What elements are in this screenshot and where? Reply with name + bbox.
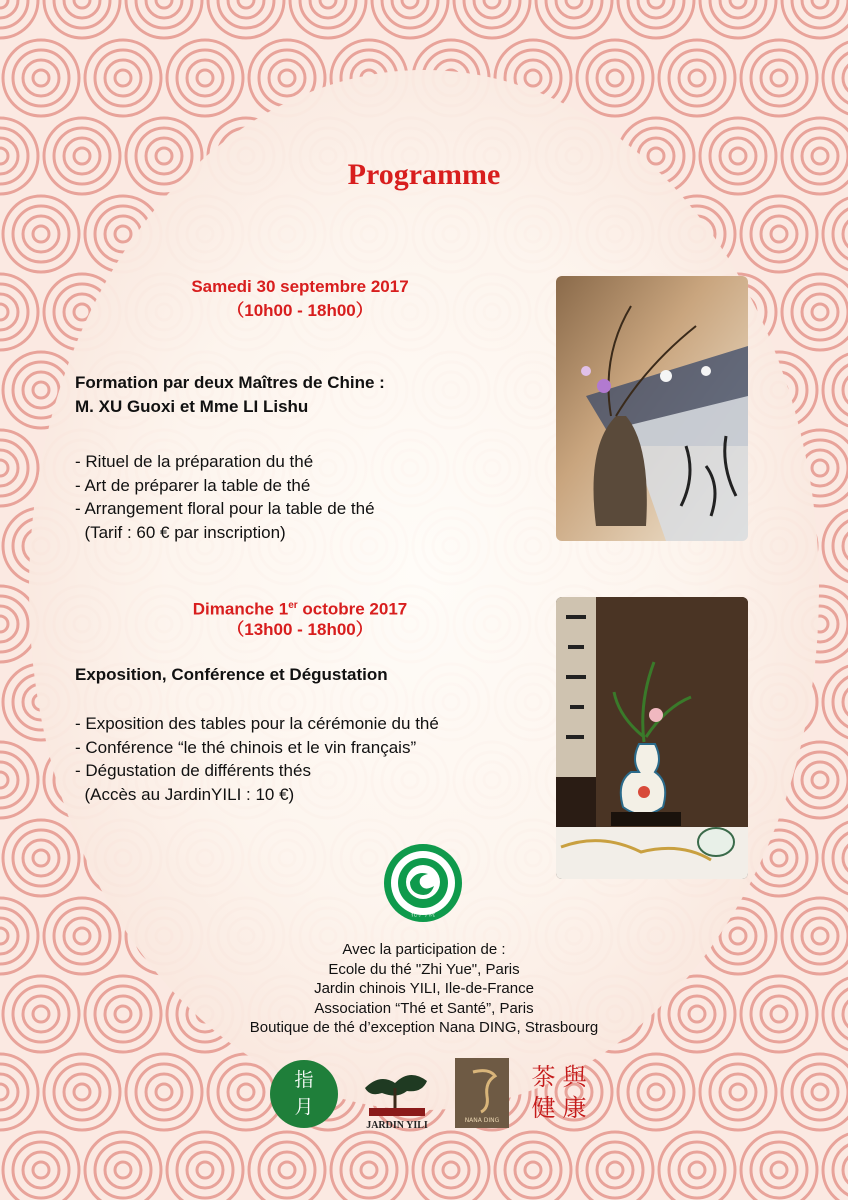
day2-date-sup: er bbox=[288, 600, 298, 611]
day2-date-prefix: Dimanche 1 bbox=[192, 599, 289, 619]
svg-text:孔子学院: 孔子学院 bbox=[410, 911, 436, 918]
credits-line: Association “Thé et Santé”, Paris bbox=[314, 999, 534, 1017]
list-item: - Exposition des tables pour la cérémonie du thé bbox=[75, 714, 439, 733]
page-title: Programme bbox=[347, 158, 501, 191]
seal-char: 與 bbox=[562, 1063, 587, 1091]
credits-block bbox=[0, 940, 848, 1038]
nana-ding-logo bbox=[455, 1058, 509, 1128]
credits-line: Avec la participation de : bbox=[342, 941, 506, 958]
zhi-yue-logo bbox=[270, 1060, 338, 1128]
the-et-sante-seal bbox=[528, 1062, 590, 1124]
seal-char: 茶 bbox=[531, 1063, 556, 1091]
jardin-yili-text: JARDIN YILI bbox=[366, 1120, 428, 1130]
list-item: - Arrangement floral pour la table de thé bbox=[75, 499, 375, 518]
zhi-yue-char: 月 bbox=[294, 1096, 314, 1118]
seal-char: 康 bbox=[562, 1094, 587, 1122]
day2-date bbox=[75, 595, 525, 621]
day1-heading-line: M. XU Guoxi et Mme LI Lishu bbox=[75, 397, 309, 416]
vase-arrangement-photo bbox=[556, 597, 748, 879]
tea-table-photo bbox=[556, 276, 748, 541]
day1-date: Samedi 30 septembre 2017 bbox=[191, 277, 409, 296]
list-item: - Art de préparer la table de thé bbox=[75, 475, 311, 495]
day2-activity-list bbox=[75, 712, 439, 806]
day2-hours: （13h00 - 18h00） bbox=[227, 620, 373, 639]
day2-heading: Exposition, Conférence et Dégustation bbox=[75, 665, 388, 684]
credits-line: Ecole du thé "Zhi Yue", Paris bbox=[328, 960, 520, 978]
day1-heading-line: Formation par deux Maîtres de Chine : bbox=[75, 373, 385, 392]
list-item: (Tarif : 60 € par inscription) bbox=[75, 522, 286, 542]
list-item: - Dégustation de différents thés bbox=[75, 761, 311, 780]
day1-activity-list bbox=[75, 450, 375, 544]
nana-ding-text: NANA DING bbox=[464, 1117, 500, 1124]
day2-date-suffix: octobre 2017 bbox=[297, 599, 408, 619]
seal-char: 健 bbox=[531, 1094, 556, 1122]
confucius-institute-logo bbox=[382, 842, 464, 924]
credits-line: Jardin chinois YILI, Ile-de-France bbox=[314, 980, 534, 997]
day1-heading bbox=[75, 371, 385, 419]
list-item: - Conférence “le thé chinois et le vin français” bbox=[75, 737, 417, 757]
zhi-yue-char: 指 bbox=[294, 1069, 314, 1091]
day1-hours: （10h00 - 18h00） bbox=[227, 301, 373, 320]
list-item: - Rituel de la préparation du thé bbox=[75, 452, 314, 471]
list-item: (Accès au JardinYILI : 10 €) bbox=[75, 784, 295, 804]
credits-line: Boutique de thé d’exception Nana DING, Strasbourg bbox=[249, 1019, 599, 1036]
jardin-yili-logo bbox=[355, 1058, 439, 1130]
